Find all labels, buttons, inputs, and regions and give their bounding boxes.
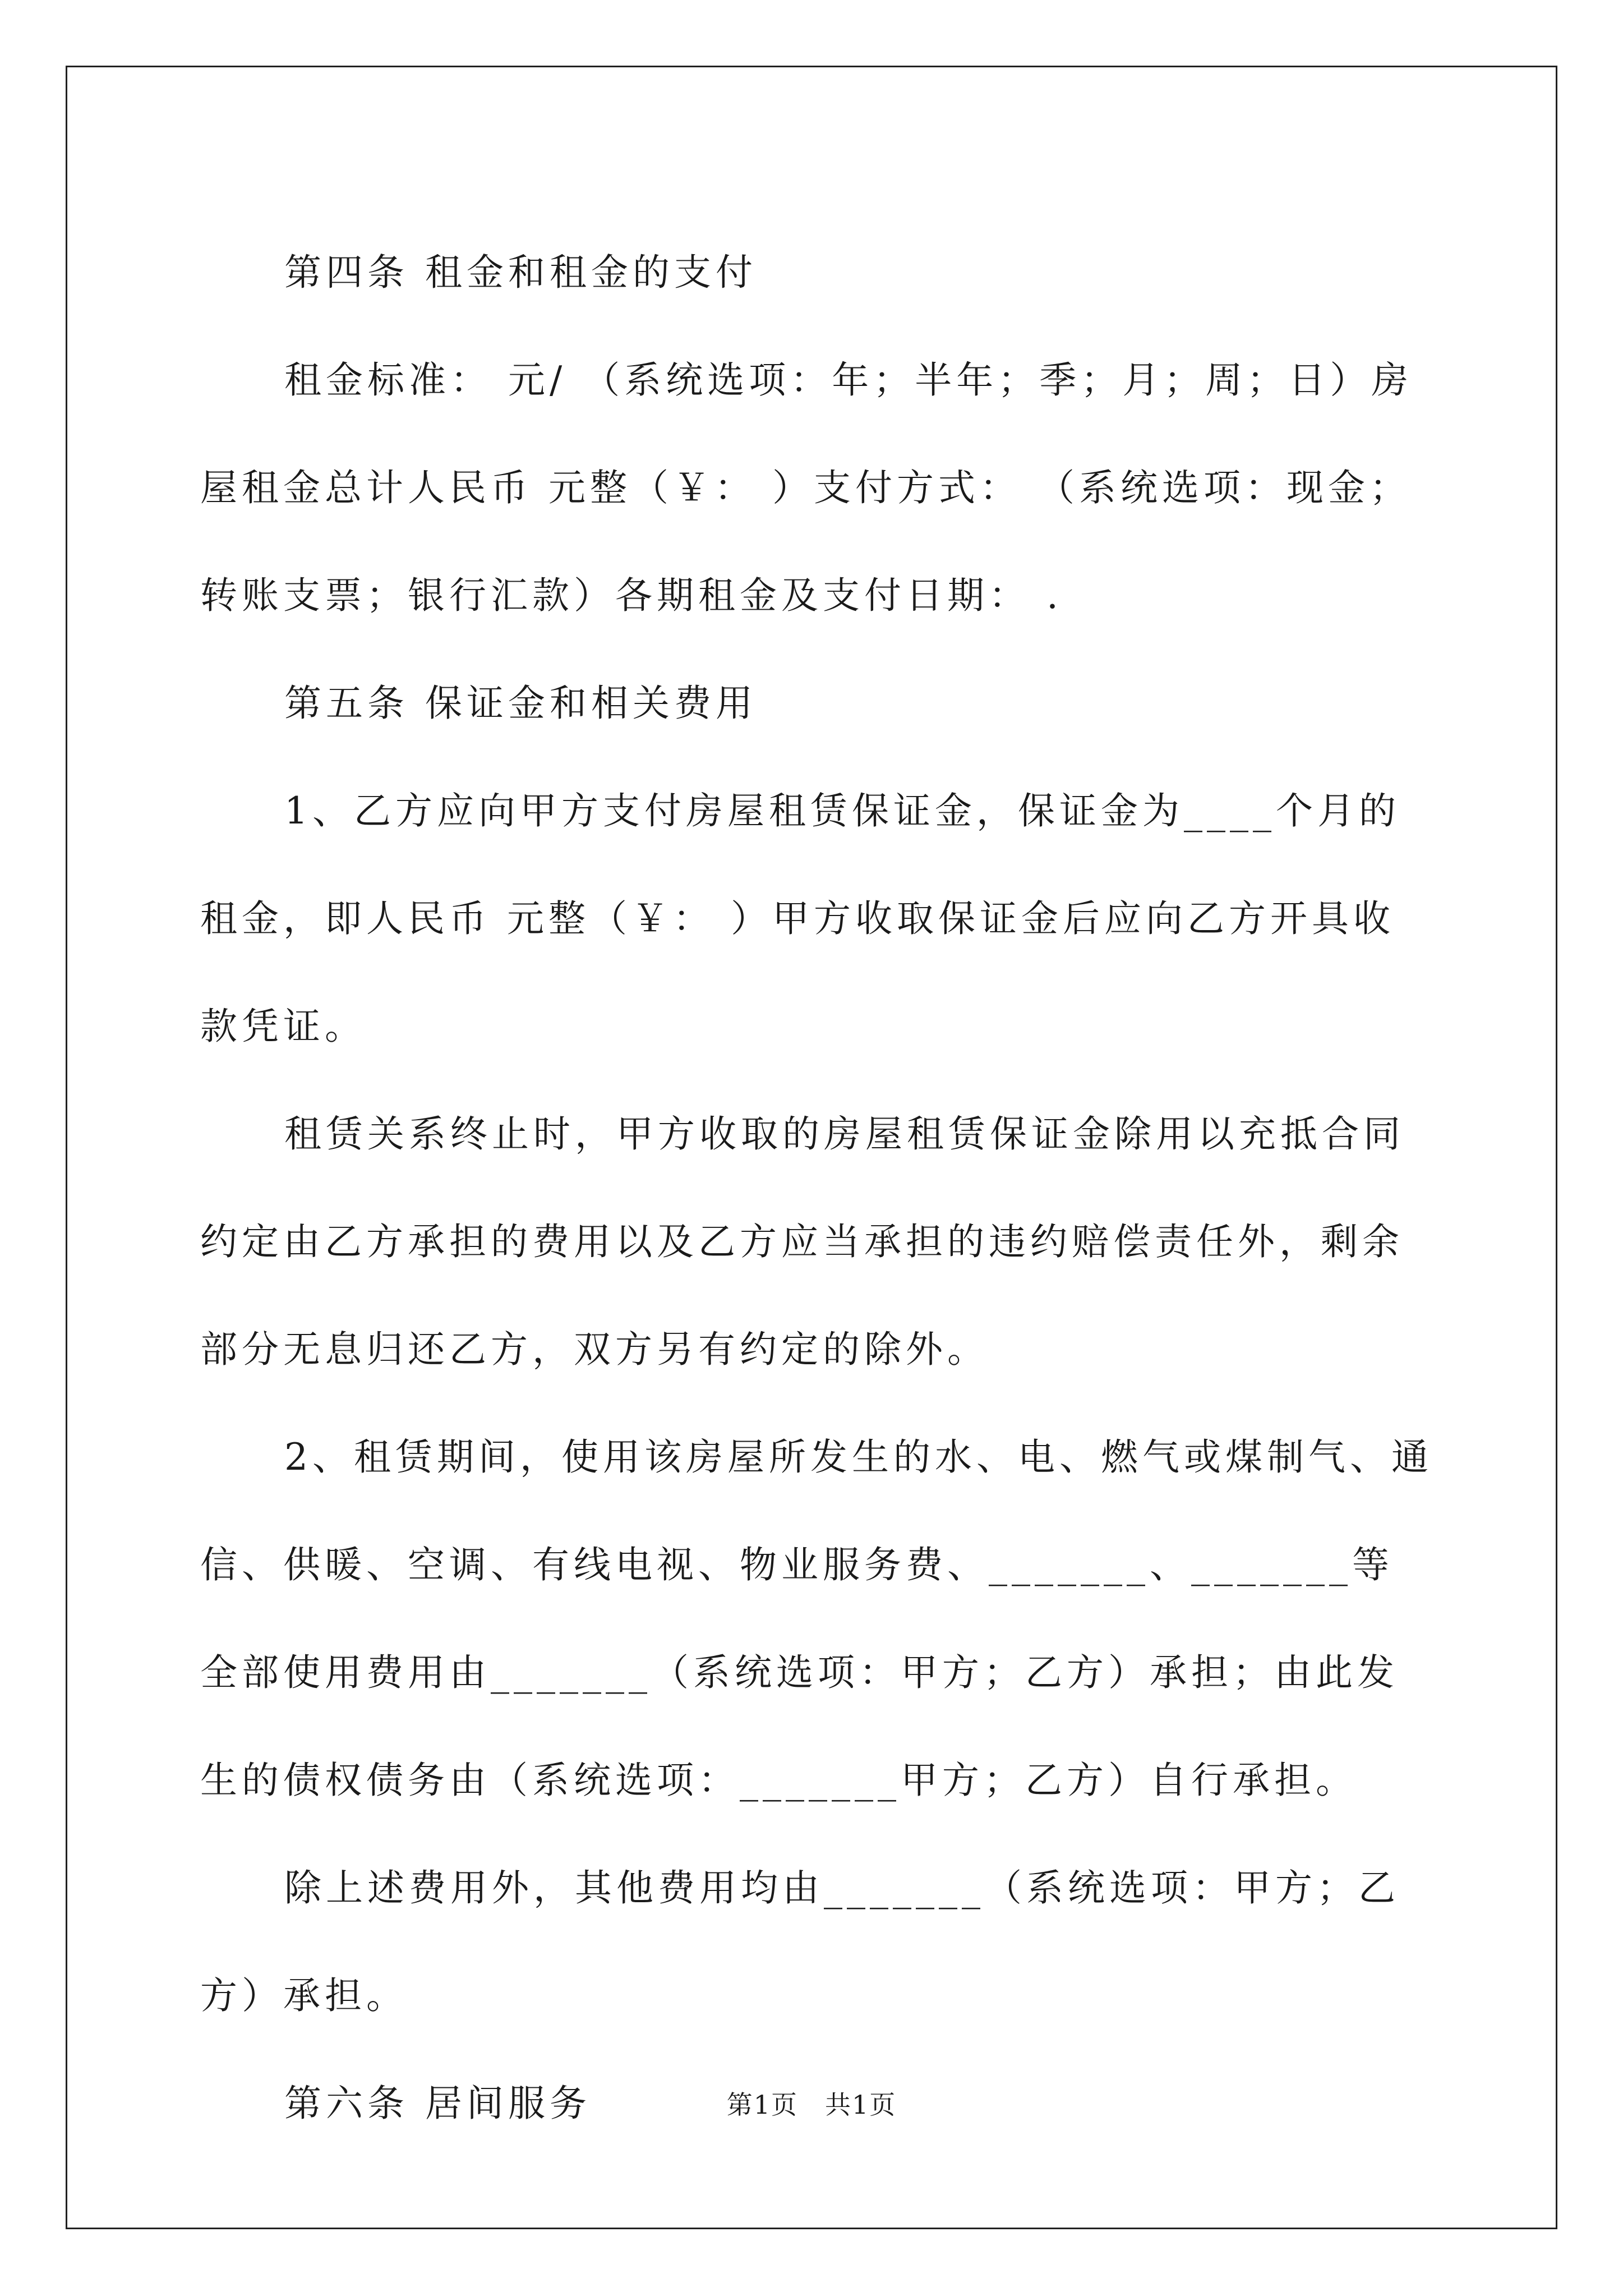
deposit-paragraph-1: 1、乙方应向甲方支付房屋租赁保证金，保证金为____个月的租金，即人民币 元整（￥： ）甲方收取保证金后应向乙方开具收款凭证。 — [200, 789, 1400, 1048]
article-4-heading: 第四条 租金和租金的支付 — [284, 251, 757, 294]
page-number-footer: 第1页 共1页 — [726, 2090, 897, 2120]
document-body — [200, 219, 1434, 2157]
other-fees-paragraph: 除上述费用外，其他费用均由_______（系统选项：甲方；乙方）承担。 — [200, 1866, 1400, 2017]
article-5-heading: 第五条 保证金和相关费用 — [284, 682, 757, 725]
rent-standard-paragraph: 租金标准： 元/ （系统选项：年；半年；季；月；周；日）房屋租金总计人民币 元整（￥： ）支付方式： （系统选项：现金；转账支票；银行汇款）各期租金及支付日期： . — [200, 358, 1413, 617]
article-6-heading: 第六条 居间服务 — [284, 2082, 591, 2125]
usage-fees-paragraph: 2、租赁期间，使用该房屋所发生的水、电、燃气或煤制气、通信、供暖、空调、有线电视、物业服务费、_______、_______等全部使用费用由_______（系统选项：甲方；乙方）承担；由此发生的债权债务由（系统选项：_______甲方；乙方）自行承担。 — [200, 1435, 1433, 1802]
deposit-return-paragraph: 租赁关系终止时，甲方收取的房屋租赁保证金除用以充抵合同约定由乙方承担的费用以及乙方应当承担的违约赔偿责任外，剩余部分无息归还乙方，双方另有约定的除外。 — [200, 1112, 1405, 1371]
